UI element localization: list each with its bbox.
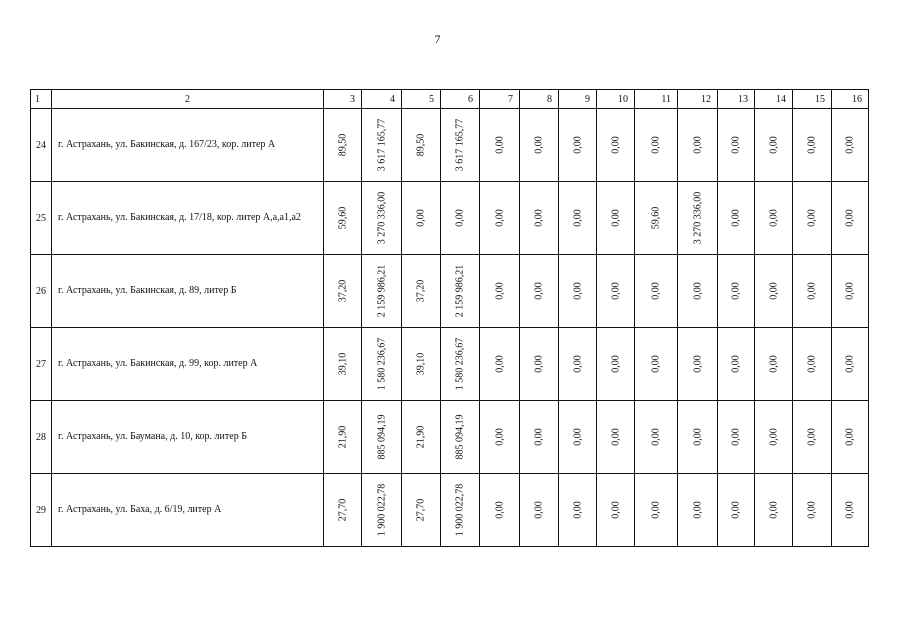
value-cell-col-4	[362, 109, 402, 182]
value-cell-col-6	[441, 182, 480, 255]
value-cell-col-12	[678, 255, 718, 328]
value-text: 0,00	[494, 428, 505, 446]
value-text: 0,00	[806, 501, 818, 519]
value-text: 2 159 986,21	[454, 264, 466, 318]
value-text: 0,00	[730, 282, 742, 300]
row-number: 24	[31, 109, 52, 182]
value-cell-col-5	[402, 109, 441, 182]
value-cell-col-3	[324, 255, 362, 328]
value-text: 0,00	[730, 136, 742, 154]
value-text: 27,70	[337, 498, 348, 522]
value-text: 0,00	[610, 355, 621, 373]
value-text: 0,00	[415, 209, 427, 227]
value-cell-col-10	[597, 401, 635, 474]
value-text: 885 094,19	[454, 414, 466, 460]
value-cell-col-7	[480, 182, 520, 255]
value-cell-col-16	[832, 182, 869, 255]
value-cell-col-14	[755, 328, 793, 401]
column-header-4: 4	[362, 90, 402, 109]
value-text: 0,00	[572, 355, 583, 373]
value-cell-col-8	[520, 401, 559, 474]
value-text: 0,00	[494, 355, 505, 373]
value-text: 0,00	[650, 136, 662, 154]
value-text: 89,50	[415, 133, 427, 157]
value-cell-col-3	[324, 401, 362, 474]
value-cell-col-13	[718, 401, 755, 474]
value-cell-col-14	[755, 401, 793, 474]
value-cell-col-9	[559, 182, 597, 255]
value-text: 1 900 022,78	[376, 483, 387, 537]
value-cell-col-9	[559, 109, 597, 182]
value-cell-col-15	[793, 474, 832, 547]
address-cell: г. Астрахань, ул. Бакинская, д. 99, кор. литер А	[52, 328, 324, 401]
value-text: 0,00	[806, 282, 818, 300]
value-text: 59,60	[650, 206, 662, 230]
value-cell-col-9	[559, 474, 597, 547]
row-number: 28	[31, 401, 52, 474]
value-cell-col-13	[718, 182, 755, 255]
value-text: 0,00	[844, 136, 856, 154]
value-text: 0,00	[768, 501, 779, 519]
value-text: 885 094,19	[376, 414, 387, 460]
value-text: 1 580 236,67	[376, 337, 387, 391]
value-text: 21,90	[337, 425, 348, 449]
value-text: 0,00	[844, 282, 856, 300]
value-text: 0,00	[494, 209, 505, 227]
value-cell-col-16	[832, 109, 869, 182]
value-cell-col-14	[755, 255, 793, 328]
value-cell-col-14	[755, 474, 793, 547]
value-text: 27,70	[415, 498, 427, 522]
property-table	[30, 89, 869, 547]
value-text: 0,00	[610, 136, 621, 154]
column-header-2: 2	[52, 90, 324, 109]
value-cell-col-3	[324, 182, 362, 255]
value-text: 39,10	[415, 352, 427, 376]
value-text: 0,00	[768, 282, 779, 300]
address-cell: г. Астрахань, ул. Баумана, д. 10, кор. литер Б	[52, 401, 324, 474]
value-text: 0,00	[730, 428, 742, 446]
column-header-5: 5	[402, 90, 441, 109]
value-text: 0,00	[610, 501, 621, 519]
value-cell-col-4	[362, 328, 402, 401]
value-cell-col-8	[520, 255, 559, 328]
value-cell-col-15	[793, 401, 832, 474]
value-text: 0,00	[610, 282, 621, 300]
value-text: 0,00	[768, 136, 779, 154]
value-cell-col-12	[678, 328, 718, 401]
value-cell-col-5	[402, 255, 441, 328]
value-cell-col-16	[832, 401, 869, 474]
value-cell-col-5	[402, 328, 441, 401]
value-text: 0,00	[533, 209, 545, 227]
value-cell-col-3	[324, 109, 362, 182]
value-cell-col-15	[793, 255, 832, 328]
value-cell-col-10	[597, 109, 635, 182]
value-text: 3 270 336,00	[376, 191, 387, 245]
value-text: 0,00	[572, 209, 583, 227]
value-text: 0,00	[494, 282, 505, 300]
value-text: 0,00	[768, 355, 779, 373]
value-text: 0,00	[692, 282, 703, 300]
row-number: 26	[31, 255, 52, 328]
value-cell-col-8	[520, 182, 559, 255]
value-cell-col-16	[832, 255, 869, 328]
value-text: 0,00	[844, 501, 856, 519]
value-cell-col-7	[480, 474, 520, 547]
value-cell-col-5	[402, 182, 441, 255]
value-cell-col-8	[520, 109, 559, 182]
value-cell-col-11	[635, 109, 678, 182]
value-text: 0,00	[572, 428, 583, 446]
value-text: 3 270 336,00	[692, 191, 703, 245]
value-text: 0,00	[806, 136, 818, 154]
address-cell: г. Астрахань, ул. Бакинская, д. 167/23, кор. литер А	[52, 109, 324, 182]
value-cell-col-11	[635, 328, 678, 401]
value-text: 0,00	[806, 428, 818, 446]
column-header-6: 6	[441, 90, 480, 109]
value-text: 0,00	[494, 136, 505, 154]
column-header-15: 15	[793, 90, 832, 109]
value-text: 37,20	[415, 279, 427, 303]
value-text: 0,00	[692, 428, 703, 446]
value-text: 0,00	[768, 428, 779, 446]
value-cell-col-16	[832, 474, 869, 547]
value-cell-col-11	[635, 401, 678, 474]
value-cell-col-6	[441, 255, 480, 328]
value-text: 0,00	[572, 136, 583, 154]
value-cell-col-6	[441, 401, 480, 474]
value-cell-col-8	[520, 328, 559, 401]
table-row	[31, 182, 869, 255]
address-cell: г. Астрахань, ул. Бакинская, д. 89, литер Б	[52, 255, 324, 328]
value-cell-col-9	[559, 401, 597, 474]
value-text: 0,00	[844, 428, 856, 446]
value-text: 0,00	[533, 282, 545, 300]
value-cell-col-8	[520, 474, 559, 547]
value-text: 0,00	[454, 209, 466, 227]
value-text: 0,00	[844, 355, 856, 373]
value-cell-col-13	[718, 109, 755, 182]
value-cell-col-13	[718, 474, 755, 547]
table-row	[31, 401, 869, 474]
value-cell-col-7	[480, 328, 520, 401]
value-text: 0,00	[533, 428, 545, 446]
value-text: 3 617 165,77	[376, 118, 387, 172]
table-row	[31, 109, 869, 182]
value-cell-col-9	[559, 328, 597, 401]
value-cell-col-11	[635, 474, 678, 547]
value-cell-col-7	[480, 109, 520, 182]
value-text: 2 159 986,21	[376, 264, 387, 318]
column-header-8: 8	[520, 90, 559, 109]
column-header-14: 14	[755, 90, 793, 109]
value-cell-col-5	[402, 474, 441, 547]
value-text: 0,00	[610, 428, 621, 446]
page-number: 7	[434, 32, 441, 46]
value-text: 59,60	[337, 206, 348, 230]
value-cell-col-4	[362, 182, 402, 255]
value-cell-col-15	[793, 182, 832, 255]
value-cell-col-6	[441, 328, 480, 401]
value-cell-col-5	[402, 401, 441, 474]
value-cell-col-12	[678, 109, 718, 182]
value-text: 0,00	[650, 501, 662, 519]
value-cell-col-12	[678, 474, 718, 547]
value-text: 0,00	[572, 282, 583, 300]
value-text: 1 580 236,67	[454, 337, 466, 391]
value-cell-col-4	[362, 474, 402, 547]
value-cell-col-15	[793, 109, 832, 182]
value-text: 0,00	[692, 136, 703, 154]
value-cell-col-10	[597, 255, 635, 328]
value-text: 0,00	[692, 501, 703, 519]
value-cell-col-15	[793, 328, 832, 401]
value-text: 0,00	[730, 355, 742, 373]
column-header-1: 1	[31, 90, 52, 109]
value-cell-col-12	[678, 182, 718, 255]
value-cell-col-3	[324, 328, 362, 401]
value-text: 0,00	[533, 355, 545, 373]
value-cell-col-11	[635, 255, 678, 328]
address-cell: г. Астрахань, ул. Бакинская, д. 17/18, кор. литер А,а,а1,а2	[52, 182, 324, 255]
value-cell-col-14	[755, 182, 793, 255]
value-text: 0,00	[806, 209, 818, 227]
column-header-7: 7	[480, 90, 520, 109]
value-text: 0,00	[692, 355, 703, 373]
value-cell-col-13	[718, 328, 755, 401]
row-number: 27	[31, 328, 52, 401]
row-number: 25	[31, 182, 52, 255]
table-row	[31, 474, 869, 547]
value-cell-col-10	[597, 474, 635, 547]
table-row	[31, 328, 869, 401]
value-cell-col-13	[718, 255, 755, 328]
value-cell-col-7	[480, 401, 520, 474]
value-cell-col-10	[597, 328, 635, 401]
value-cell-col-10	[597, 182, 635, 255]
value-cell-col-3	[324, 474, 362, 547]
value-text: 3 617 165,77	[454, 118, 466, 172]
value-text: 0,00	[533, 136, 545, 154]
column-header-12: 12	[678, 90, 718, 109]
value-cell-col-4	[362, 255, 402, 328]
value-text: 37,20	[337, 279, 348, 303]
value-text: 0,00	[650, 428, 662, 446]
value-text: 0,00	[572, 501, 583, 519]
value-text: 0,00	[844, 209, 856, 227]
address-cell: г. Астрахань, ул. Баха, д. 6/19, литер А	[52, 474, 324, 547]
value-cell-col-9	[559, 255, 597, 328]
column-header-10: 10	[597, 90, 635, 109]
value-cell-col-6	[441, 109, 480, 182]
value-cell-col-16	[832, 328, 869, 401]
value-text: 0,00	[650, 282, 662, 300]
value-cell-col-4	[362, 401, 402, 474]
value-text: 0,00	[494, 501, 505, 519]
value-text: 0,00	[730, 209, 742, 227]
value-text: 39,10	[337, 352, 348, 376]
column-header-9: 9	[559, 90, 597, 109]
value-cell-col-12	[678, 401, 718, 474]
value-text: 0,00	[768, 209, 779, 227]
column-header-16: 16	[832, 90, 869, 109]
value-text: 1 900 022,78	[454, 483, 466, 537]
table-row	[31, 255, 869, 328]
value-text: 0,00	[806, 355, 818, 373]
value-cell-col-6	[441, 474, 480, 547]
column-header-11: 11	[635, 90, 678, 109]
value-cell-col-11	[635, 182, 678, 255]
value-text: 0,00	[730, 501, 742, 519]
value-cell-col-14	[755, 109, 793, 182]
value-text: 0,00	[650, 355, 662, 373]
value-text: 0,00	[533, 501, 545, 519]
row-number: 29	[31, 474, 52, 547]
value-cell-col-7	[480, 255, 520, 328]
column-header-row	[31, 90, 869, 109]
column-header-3: 3	[324, 90, 362, 109]
value-text: 0,00	[610, 209, 621, 227]
value-text: 21,90	[415, 425, 427, 449]
value-text: 89,50	[337, 133, 348, 157]
column-header-13: 13	[718, 90, 755, 109]
